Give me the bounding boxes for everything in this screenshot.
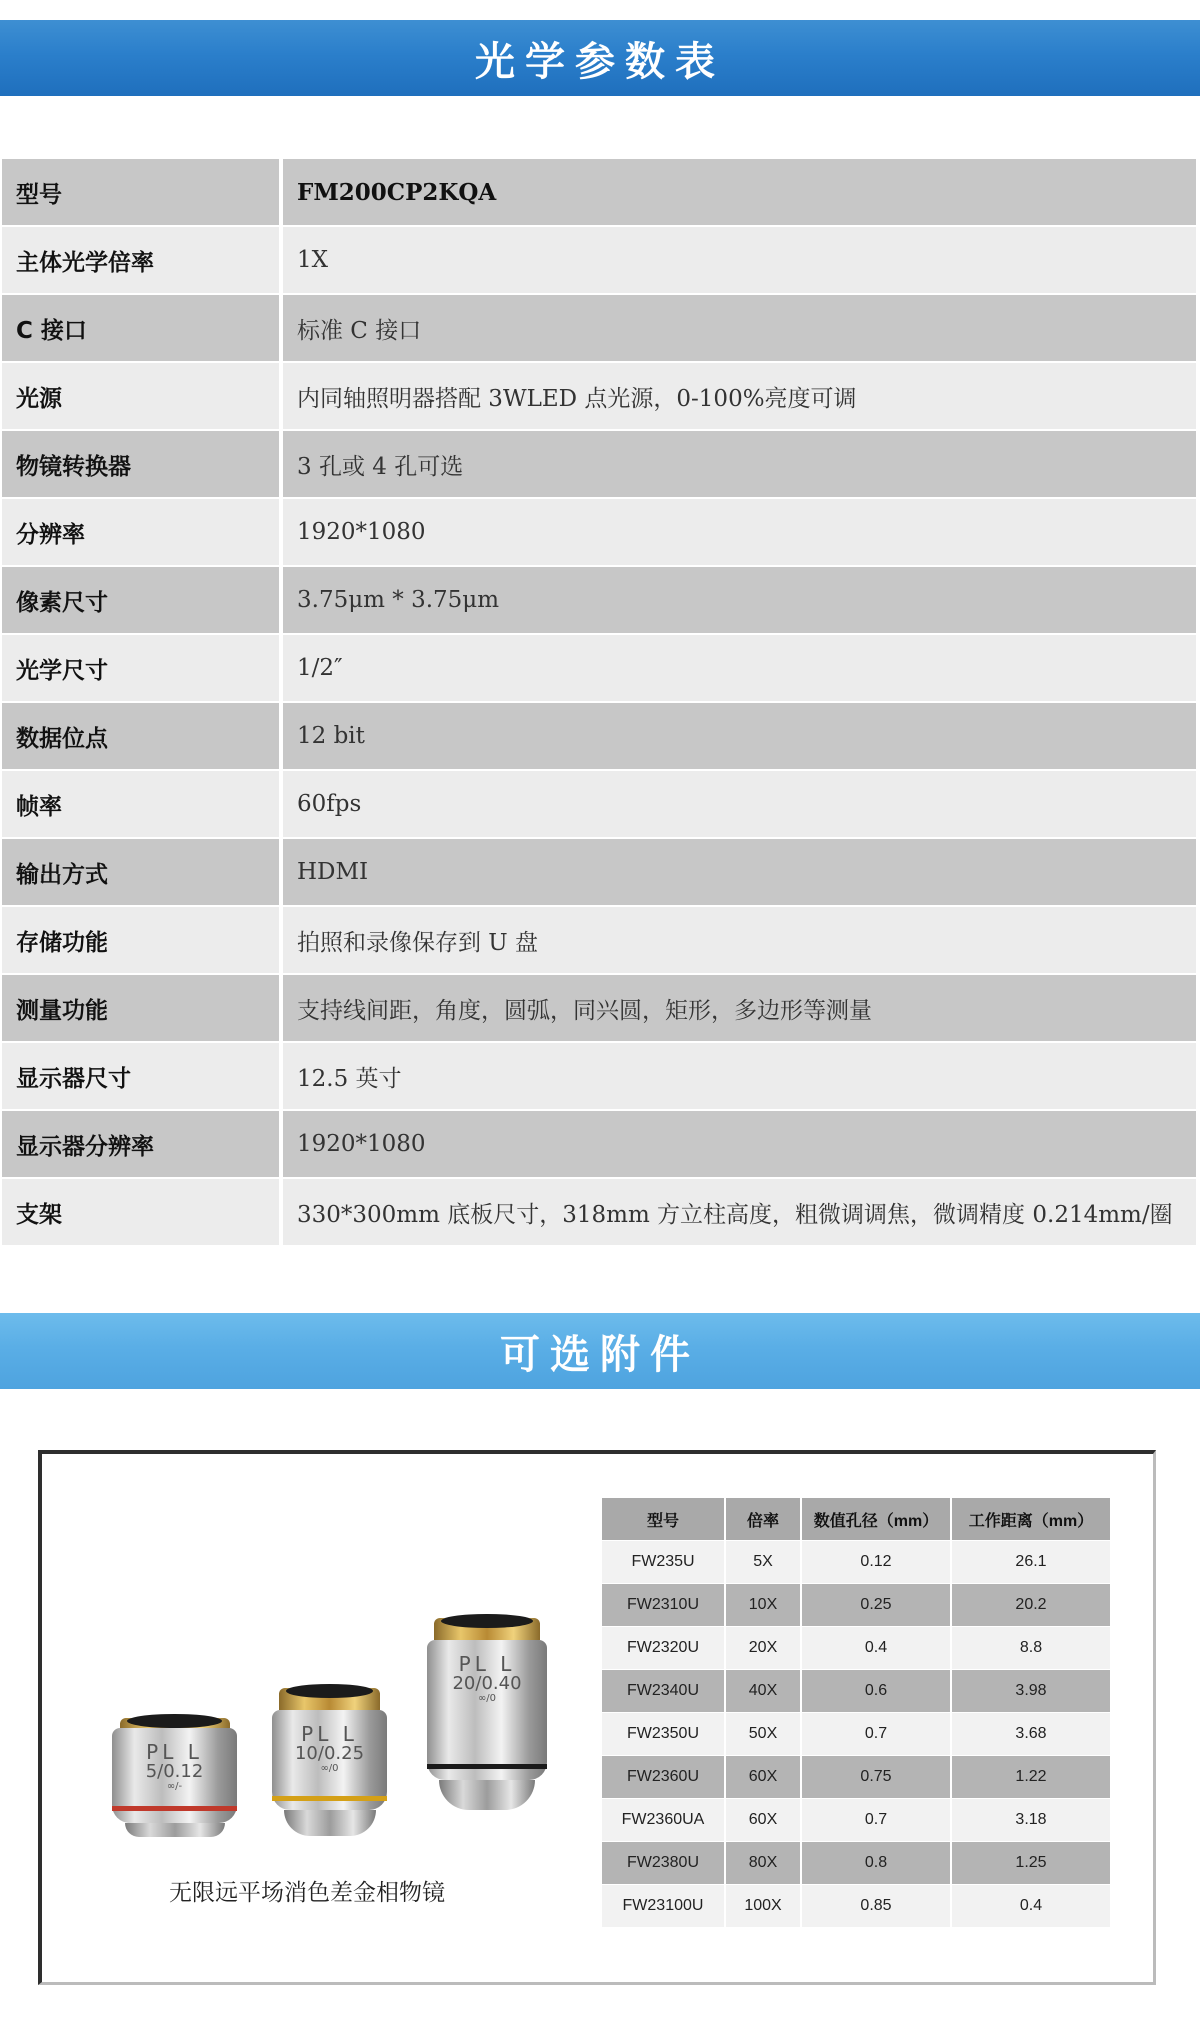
cell-model: FW2360UA [602,1799,726,1842]
cell-numerical-aperture: 0.12 [802,1541,952,1584]
spec-label: 物镜转换器 [2,431,279,497]
lens-infinity-label: ∞/0 [320,1762,339,1774]
cell-working-distance: 20.2 [952,1584,1112,1627]
spec-row [2,567,1196,635]
spec-label: 支架 [2,1179,279,1245]
spec-label: 测量功能 [2,975,279,1041]
cell-magnification: 20X [726,1627,802,1670]
spec-label: 显示器分辨率 [2,1111,279,1177]
lens-part [272,1796,387,1801]
spec-row [2,839,1196,907]
cell-model: FW2310U [602,1584,726,1627]
cell-model: FW2320U [602,1627,726,1670]
cell-numerical-aperture: 0.7 [802,1799,952,1842]
cell-working-distance: 1.25 [952,1842,1112,1885]
spec-label: 主体光学倍率 [2,227,279,293]
accessories-banner [0,1313,1200,1389]
lens-part [439,1780,535,1810]
cell-working-distance: 3.18 [952,1799,1112,1842]
spec-label: 光学尺寸 [2,635,279,701]
cell-magnification: 40X [726,1670,802,1713]
spec-value: 1/2″ [283,635,1196,701]
spec-value: FM200CP2KQA [283,159,1196,225]
header-magnification: 倍率 [726,1498,802,1541]
lens-magnification-label: 5/0.12 [145,1761,204,1782]
lens-magnification-label: 10/0.25 [294,1743,365,1764]
cell-numerical-aperture: 0.4 [802,1627,952,1670]
cell-magnification: 5X [726,1541,802,1584]
cell-working-distance: 1.22 [952,1756,1112,1799]
lens-part [427,1764,547,1769]
cell-numerical-aperture: 0.8 [802,1842,952,1885]
spec-row [2,703,1196,771]
cell-model: FW2340U [602,1670,726,1713]
spec-row [2,1111,1196,1179]
objective-lens [272,1684,387,1842]
header-numerical-aperture: 数值孔径（mm） [802,1498,952,1541]
spec-value: 3.75μm * 3.75μm [283,567,1196,633]
lens-part [272,1724,387,1774]
spec-row [2,159,1196,227]
spec-row [2,635,1196,703]
table-row [602,1713,1112,1756]
cell-numerical-aperture: 0.85 [802,1885,952,1928]
cell-model: FW2350U [602,1713,726,1756]
lens-part [112,1742,237,1792]
spec-value: 支持线间距，角度，圆弧，同兴圆，矩形，多边形等测量 [283,975,1196,1041]
lens-pl-label: PL L [458,1652,516,1676]
objective-lens [112,1714,237,1843]
objective-table-header [602,1498,1112,1541]
spec-value: 60fps [283,771,1196,837]
lens-part [112,1806,237,1811]
table-row [602,1627,1112,1670]
lens-caption: 无限远平场消色差金相物镜 [169,1880,445,1906]
lens-pl-label: PL L [146,1740,203,1764]
cell-model: FW2380U [602,1842,726,1885]
lens-pl-label: PL L [301,1722,358,1746]
cell-magnification: 60X [726,1799,802,1842]
lens-part [127,1714,222,1728]
spec-value: 3 孔或 4 孔可选 [283,431,1196,497]
spec-label: C 接口 [2,295,279,361]
spec-label: 数据位点 [2,703,279,769]
cell-magnification: 80X [726,1842,802,1885]
table-row [602,1799,1112,1842]
spec-value: 标准 C 接口 [283,295,1196,361]
spec-label: 型号 [2,159,279,225]
spec-label: 输出方式 [2,839,279,905]
cell-model: FW235U [602,1541,726,1584]
spec-label: 光源 [2,363,279,429]
cell-magnification: 10X [726,1584,802,1627]
table-row [602,1885,1112,1928]
spec-row [2,499,1196,567]
header-model: 型号 [602,1498,726,1541]
spec-row [2,1179,1196,1247]
spec-row [2,295,1196,363]
optical-params-title: 光学参数表 [475,38,725,85]
spec-value: 330*300mm 底板尺寸，318mm 方立柱高度，粗微调调焦，微调精度 0.214mm/圈 [283,1179,1196,1245]
spec-value: HDMI [283,839,1196,905]
lens-part [284,1810,376,1836]
spec-table [2,159,1196,1247]
table-row [602,1842,1112,1885]
cell-magnification: 60X [726,1756,802,1799]
lens-part [427,1654,547,1704]
spec-value: 内同轴照明器搭配 3WLED 点光源，0-100%亮度可调 [283,363,1196,429]
spec-row [2,975,1196,1043]
spec-label: 帧率 [2,771,279,837]
spec-row [2,1043,1196,1111]
spec-value: 拍照和录像保存到 U 盘 [283,907,1196,973]
cell-magnification: 100X [726,1885,802,1928]
cell-numerical-aperture: 0.6 [802,1670,952,1713]
lens-magnification-label: 20/0.40 [452,1673,522,1694]
spec-row [2,907,1196,975]
header-working-distance: 工作距离（mm） [952,1498,1112,1541]
spec-label: 分辨率 [2,499,279,565]
spec-value: 1X [283,227,1196,293]
optical-params-banner [0,20,1200,96]
lens-part [441,1614,532,1628]
lens-infinity-label: ∞/- [166,1780,183,1792]
spec-value: 1920*1080 [283,499,1196,565]
cell-working-distance: 26.1 [952,1541,1112,1584]
accessories-title: 可选附件 [500,1331,700,1378]
spec-row [2,363,1196,431]
table-row [602,1541,1112,1584]
table-row [602,1756,1112,1799]
cell-numerical-aperture: 0.25 [802,1584,952,1627]
cell-model: FW23100U [602,1885,726,1928]
spec-label: 显示器尺寸 [2,1043,279,1109]
table-row [602,1584,1112,1627]
cell-working-distance: 3.68 [952,1713,1112,1756]
cell-magnification: 50X [726,1713,802,1756]
cell-working-distance: 3.98 [952,1670,1112,1713]
table-row [602,1670,1112,1713]
cell-numerical-aperture: 0.75 [802,1756,952,1799]
cell-working-distance: 0.4 [952,1885,1112,1928]
cell-working-distance: 8.8 [952,1627,1112,1670]
lens-infinity-label: ∞/0 [477,1692,497,1704]
cell-model: FW2360U [602,1756,726,1799]
spec-label: 像素尺寸 [2,567,279,633]
spec-label: 存储功能 [2,907,279,973]
spec-row [2,431,1196,499]
lens-part [125,1823,225,1837]
objective-table [602,1498,1112,1928]
spec-row [2,227,1196,295]
cell-numerical-aperture: 0.7 [802,1713,952,1756]
accessories-panel [38,1450,1156,1985]
spec-row [2,771,1196,839]
objective-lens [427,1614,547,1816]
objective-lens-photo [82,1604,542,1864]
spec-value: 12.5 英寸 [283,1043,1196,1109]
spec-value: 1920*1080 [283,1111,1196,1177]
spec-value: 12 bit [283,703,1196,769]
lens-part [286,1684,373,1698]
